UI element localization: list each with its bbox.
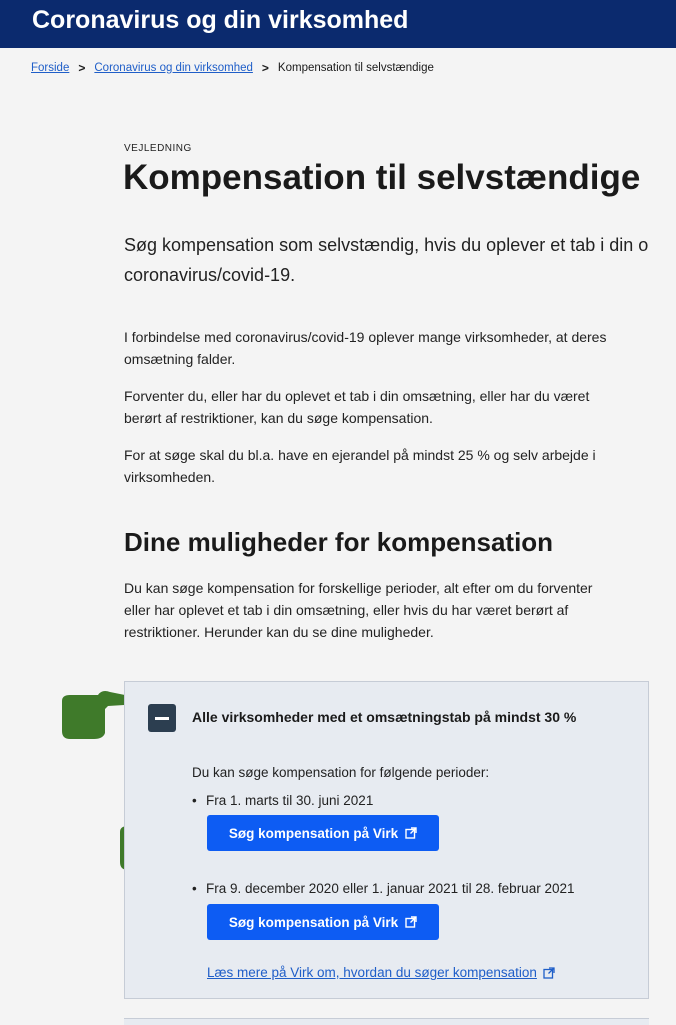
period-label: Fra 1. marts til 30. juni 2021 bbox=[206, 793, 374, 808]
site-title[interactable]: Coronavirus og din virksomhed bbox=[32, 6, 409, 34]
minus-icon bbox=[155, 717, 169, 720]
lead-line: coronavirus/covid-19. bbox=[124, 265, 296, 285]
breadcrumb-link-coronavirus[interactable]: Coronavirus og din virksomhed bbox=[94, 62, 253, 74]
button-label: Søg kompensation på Virk bbox=[228, 914, 399, 930]
apply-button-period-2[interactable] bbox=[207, 904, 439, 940]
bullet-icon: • bbox=[192, 881, 197, 896]
accordion-title[interactable]: Alle virksomheder med et omsætningstab på mindst 30 % bbox=[192, 709, 577, 725]
section-heading: Dine muligheder for kompensation bbox=[124, 527, 554, 557]
paragraph-line: eller har oplevet et tab i din omsætning, eller hvis du har været berørt af bbox=[124, 602, 569, 618]
accordion-intro: Du kan søge kompensation for følgende perioder: bbox=[192, 765, 490, 780]
breadcrumb-link-forside[interactable]: Forside bbox=[31, 62, 70, 74]
paragraph-line: restriktioner. Herunder kan du se dine muligheder. bbox=[124, 624, 434, 640]
intro-paragraph bbox=[124, 385, 644, 429]
lead-text bbox=[124, 230, 676, 290]
paragraph-line: I forbindelse med coronavirus/covid-19 oplever mange virksomheder, at deres bbox=[124, 329, 607, 345]
period-item bbox=[192, 881, 574, 896]
page-title: Kompensation til selvstændige bbox=[123, 158, 641, 197]
apply-button-period-1[interactable] bbox=[207, 815, 439, 851]
page-eyebrow: VEJLEDNING bbox=[124, 143, 192, 154]
paragraph-line: For at søge skal du bl.a. have en ejerandel på mindst 25 % og selv arbejde i bbox=[124, 447, 596, 463]
paragraph-line: Forventer du, eller har du oplevet et tab i din omsætning, eller har du været bbox=[124, 388, 590, 404]
bullet-icon: • bbox=[192, 793, 197, 808]
breadcrumb bbox=[31, 61, 434, 75]
external-link-icon bbox=[405, 916, 417, 928]
breadcrumb-separator: > bbox=[78, 61, 86, 75]
site-header bbox=[0, 0, 676, 48]
intro-paragraph bbox=[124, 326, 644, 370]
paragraph-line: Du kan søge kompensation for forskellige perioder, alt efter om du forventer bbox=[124, 580, 593, 596]
external-link-icon bbox=[543, 967, 555, 979]
read-more-label: Læs mere på Virk om, hvordan du søger kompensation bbox=[207, 965, 537, 980]
read-more-link[interactable] bbox=[207, 965, 555, 980]
accordion-panel bbox=[124, 681, 649, 999]
breadcrumb-separator: > bbox=[261, 61, 269, 75]
lead-line: Søg kompensation som selvstændig, hvis du oplever et tab i din o bbox=[124, 235, 649, 255]
breadcrumb-current: Kompensation til selvstændige bbox=[277, 62, 434, 74]
paragraph-line: berørt af restriktioner, kan du søge kompensation. bbox=[124, 410, 433, 426]
section-paragraph bbox=[124, 577, 644, 643]
button-label: Søg kompensation på Virk bbox=[228, 825, 399, 841]
intro-paragraph bbox=[124, 444, 644, 488]
period-label: Fra 9. december 2020 eller 1. januar 2021 til 28. februar 2021 bbox=[206, 881, 575, 896]
collapse-button[interactable] bbox=[148, 704, 176, 732]
paragraph-line: omsætning falder. bbox=[124, 351, 236, 367]
paragraph-line: virksomheden. bbox=[124, 469, 216, 485]
external-link-icon bbox=[405, 827, 417, 839]
period-item bbox=[192, 793, 373, 808]
